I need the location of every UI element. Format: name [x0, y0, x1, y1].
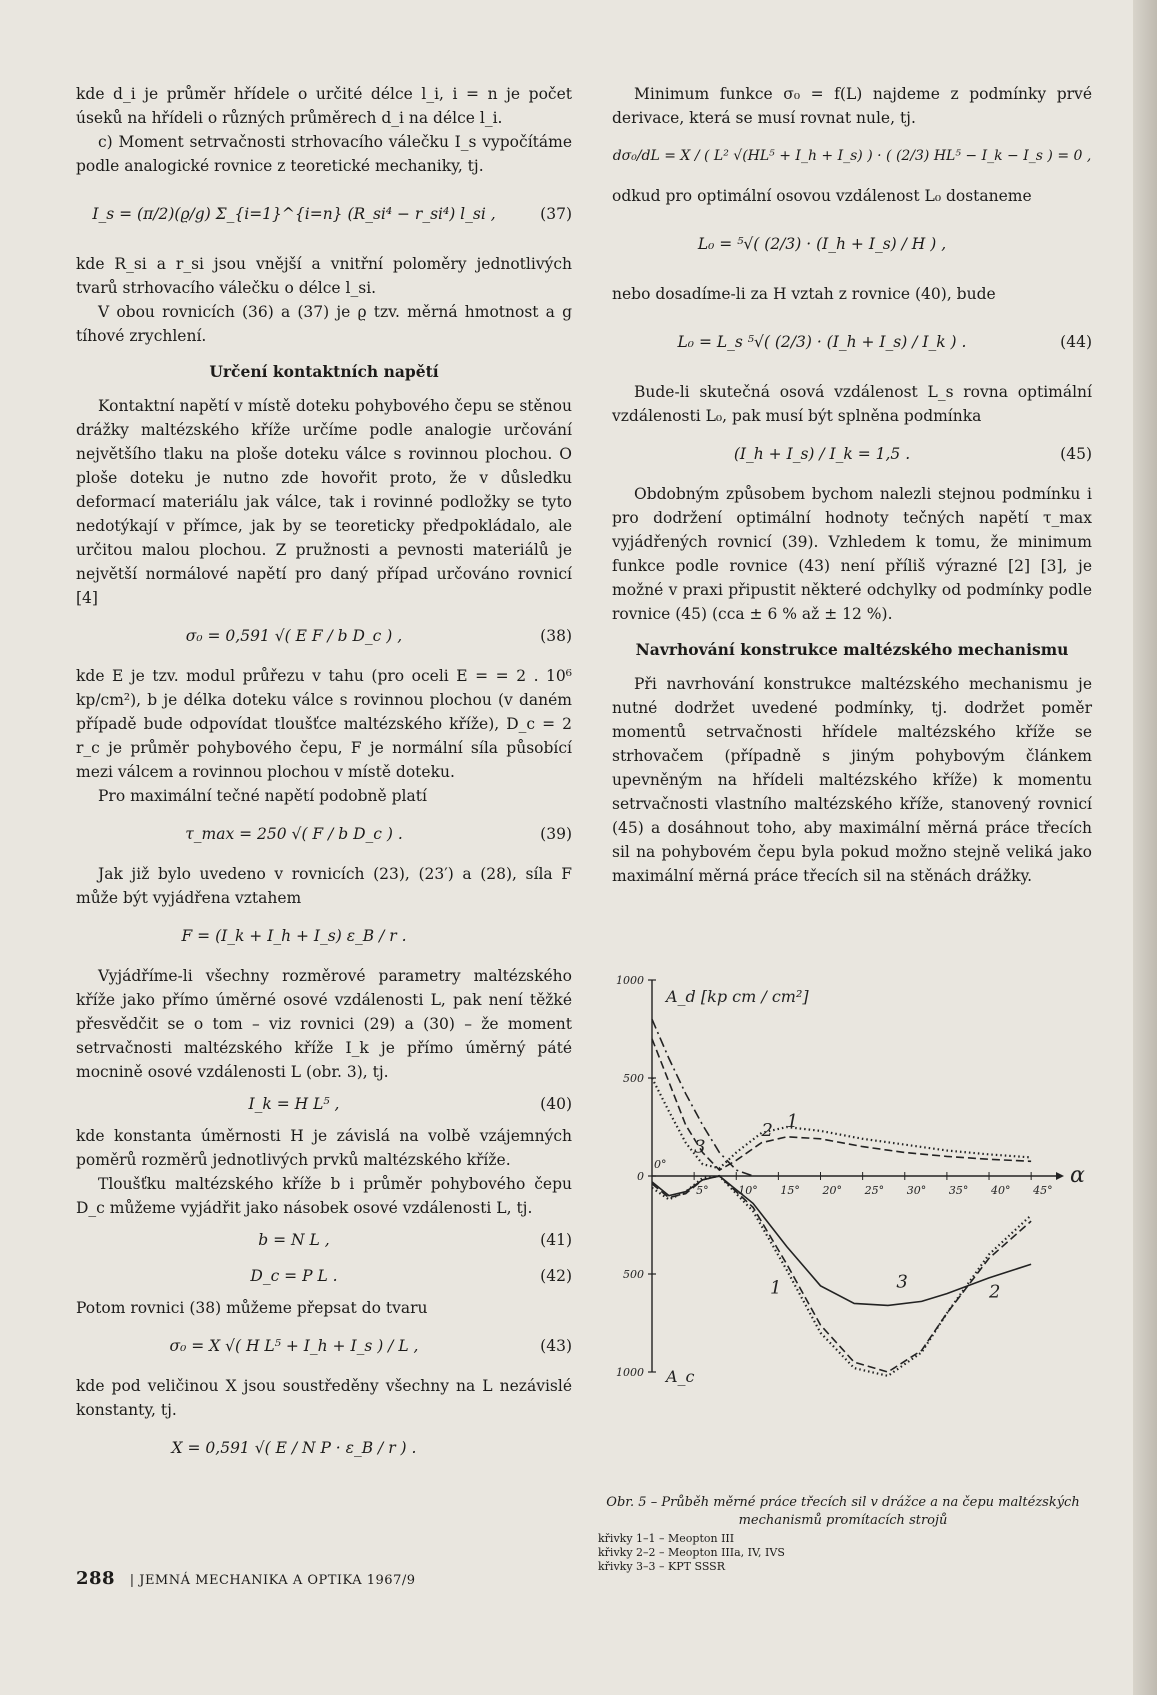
- figure-caption: Obr. 5 – Průběh měrné práce třecích sil v drážce a na čepu maltézských mechanismů promítacích strojů: [606, 1495, 1080, 1528]
- x-tick-label: 10°: [738, 1184, 758, 1197]
- series-line-ac-2: [652, 1176, 1031, 1372]
- y-axis-title-bottom: A_c: [666, 1367, 695, 1386]
- x-tick-label: 15°: [780, 1184, 800, 1197]
- x-axis-arrow: [1056, 1172, 1064, 1180]
- separator: |: [129, 1573, 140, 1588]
- x-axis-label: α: [1070, 1163, 1085, 1188]
- friction-work-chart: [588, 972, 1108, 1492]
- y-tick-label: 1000: [616, 1366, 644, 1379]
- series-label: 1: [769, 1277, 782, 1299]
- x-tick-label: 35°: [948, 1184, 969, 1197]
- equation-number: (39): [540, 825, 572, 843]
- paragraph: Kontaktní napětí v místě doteku pohybového čepu se stěnou drážky maltézského kříže určíme podle analogie určování největšího tlaku na ploše doteku válce s rovinnou plochou. O ploše doteku je nutno zde hovořit proto, že v důsledku deformací materiálu jak válce, tak i rovinné podložky se tyto nedotýkají v přímce, jak by se teoreticky předpokládalo, ale určitou malou plochou. Z pružnosti a pevnosti materiálů je největší normálové napětí pro daný případ určováno rovnicí [4]: [76, 397, 572, 607]
- paragraph: Tloušťku maltézského kříže b i průměr pohybového čepu D_c můžeme vyjádřit jako násobek osové vzdálenosti L, tj.: [76, 1175, 572, 1217]
- paragraph: Jak již bylo uvedeno v rovnicích (23), (23′) a (28), síla F může být vyjádřena vztahem: [76, 865, 572, 907]
- legend-entry: křivky 2–2 – Meopton IIIa, IV, IVS: [598, 1546, 785, 1559]
- y-tick-label: 1000: [616, 974, 644, 987]
- paragraph: kde pod veličinou X jsou soustředěny všechny na L nezávislé konstanty, tj.: [76, 1377, 572, 1419]
- equation-number: (42): [540, 1267, 572, 1285]
- equation-body: L₀ = ⁵√( (2/3) · (I_h + I_s) / H ) ,: [697, 235, 947, 253]
- paragraph: kde d_i je průměr hřídele o určité délce l_i, i = n je počet úseků na hřídeli o různých průměrech d_i na délce l_i.: [76, 85, 572, 127]
- equation-number: (40): [540, 1095, 572, 1113]
- equation-body: σ₀ = X √( H L⁵ + I_h + I_s ) / L ,: [169, 1337, 419, 1355]
- paragraph: V obou rovnicích (36) a (37) je ϱ tzv. měrná hmotnost a g tíhové zrychlení.: [76, 303, 572, 345]
- paragraph: Při navrhování konstrukce maltézského mechanismu je nutné dodržet uvedené podmínky, tj. dodržet poměr momentů setrvačnosti hřídele maltézského kříže se strhovačem (případně s jiným pohybovým článkem upevněným na hřídeli maltézského kříže) k momentu setrvačnosti vlastního maltézského kříže, stanovený rovnicí (45) a dosáhnout toho, aby maximální měrná práce třecích sil na pohybovém čepu byla pokud možno stejně veliká jako maximální měrná práce třecích sil na stěnách drážky.: [612, 675, 1092, 885]
- equation-38: [76, 614, 572, 660]
- y-tick-label: 500: [623, 1268, 644, 1281]
- equation-body: F = (I_k + I_h + I_s) ε_B / r .: [181, 927, 407, 945]
- equation-body: L₀ = L_s ⁵√( (2/3) · (I_h + I_s) / I_k ) .: [677, 333, 967, 351]
- x-tick-label: 30°: [906, 1184, 927, 1197]
- paragraph: kde E je tzv. modul průřezu v tahu (pro oceli E = = 2 . 10⁶ kp/cm²), b je délka doteku válce s rovinnou plochou (v daném případě bude odpovídat tloušťce maltézského kříže), D_c = 2 r_c je průměr pohybového čepu, F je normální síla působící mezi válcem a rovinnou plochou v místě doteku.: [76, 667, 572, 781]
- series-label: 1: [786, 1111, 799, 1132]
- series-label: 2: [989, 1281, 1001, 1303]
- equation-37: [76, 182, 572, 248]
- equation-43: [76, 1324, 572, 1370]
- section-heading: Navrhování konstrukce maltézského mechanismu: [635, 640, 1069, 659]
- series-line-ad-1: [652, 1078, 1031, 1168]
- equation-number: (44): [1060, 333, 1092, 351]
- paragraph: Potom rovnici (38) můžeme přepsat do tvaru: [76, 1299, 428, 1317]
- series-label: 3: [896, 1271, 908, 1293]
- journal-name: JEMNÁ MECHANIKA A OPTIKA 1967/9: [139, 1573, 416, 1588]
- equation-body: dσ₀/dL = X / ( L² √(HL⁵ + I_h + I_s) ) · ( (2/3) HL⁵ − I_k − I_s ) = 0 ,: [612, 148, 1092, 164]
- equation-body: τ_max = 250 √( F / b D_c ) .: [185, 825, 403, 843]
- equation-l0: [612, 212, 1092, 278]
- x-tick-label: 20°: [822, 1184, 843, 1197]
- x-tick-label: 0°: [654, 1158, 667, 1171]
- legend-entry: křivky 3–3 – KPT SSSR: [598, 1560, 725, 1573]
- x-tick-label: 40°: [991, 1184, 1011, 1197]
- paragraph: Obdobným způsobem bychom nalezli stejnou podmínku i pro dodržení optimální hodnoty tečných napětí τ_max vyjádřených rovnicí (39). Vzhledem k tomu, že minimum funkce podle rovnice (43) není příliš výrazné [2] [3], je možné v praxi připustit některé odchylky od podmínky podle rovnice (45) (cca ± 6 % až ± 12 %).: [612, 485, 1092, 623]
- paragraph: Vyjádříme-li všechny rozměrové parametry maltézského kříže jako přímo úměrné osové vzdálenosti L, pak není těžké přesvědčit se o tom – viz rovnici (29) a (30) – že moment setrvačnosti maltézského kříže I_k je přímo úměrný páté mocnině osové vzdálenosti L (obr. 3), tj.: [76, 967, 572, 1081]
- equation-body: I_s = (π/2)(ϱ/g) Σ_{i=1}^{i=n} (R_si⁴ − r_si⁴) l_si ,: [92, 205, 496, 223]
- figure-legend: [598, 1532, 785, 1574]
- equation-x: [76, 1426, 572, 1472]
- equation-derivative: [612, 134, 1092, 180]
- equation-body: (I_h + I_s) / I_k = 1,5 .: [733, 445, 911, 463]
- equation-number: (41): [540, 1231, 572, 1249]
- left-column: [76, 82, 572, 1476]
- equation-40: [76, 1088, 572, 1120]
- series-label: 2: [761, 1119, 773, 1141]
- equation-body: D_c = P L .: [250, 1267, 338, 1285]
- series-label: 3: [694, 1136, 706, 1158]
- equation-39: [76, 812, 572, 858]
- paragraph: Pro maximální tečné napětí podobně platí: [98, 787, 427, 805]
- paragraph: kde R_si a r_si jsou vnější a vnitřní poloměry jednotlivých tvarů strhovacího válečku o délce l_si.: [76, 255, 572, 297]
- paragraph: c) Moment setrvačnosti strhovacího válečku I_s vypočítáme podle analogické rovnice z teoretické mechaniky, tj.: [76, 133, 572, 175]
- y-tick-label: 0: [637, 1170, 644, 1183]
- equation-41: [76, 1224, 572, 1256]
- y-axis-title-top: A_d [kp cm / cm²]: [666, 987, 809, 1006]
- equation-number: (37): [540, 205, 572, 223]
- equation-number: (45): [1060, 445, 1092, 463]
- series-line-ac-1: [652, 1176, 1031, 1376]
- x-tick-label: 25°: [864, 1184, 885, 1197]
- paragraph: Minimum funkce σ₀ = f(L) najdeme z podmínky prvé derivace, která se musí rovnat nule, tj.: [612, 85, 1092, 127]
- legend-entry: křivky 1–1 – Meopton III: [598, 1532, 735, 1545]
- x-tick-label: 45°: [1033, 1184, 1053, 1197]
- section-heading: Určení kontaktních napětí: [209, 362, 439, 381]
- equation-body: b = N L ,: [258, 1231, 330, 1249]
- right-column: [612, 82, 1092, 888]
- equation-45: [612, 432, 1092, 478]
- equation-number: (38): [540, 627, 572, 645]
- paragraph: odkud pro optimální osovou vzdálenost L₀ dostaneme: [612, 187, 1032, 205]
- page-number: 288: [76, 1568, 116, 1589]
- equation-force: [76, 914, 572, 960]
- equation-42: [76, 1260, 572, 1292]
- equation-44: [612, 310, 1092, 376]
- equation-body: X = 0,591 √( E / N P · ε_B / r ) .: [171, 1439, 417, 1457]
- page-edge-shadow: [1133, 0, 1157, 1695]
- equation-body: σ₀ = 0,591 √( E F / b D_c ) ,: [185, 627, 403, 645]
- equation-body: I_k = H L⁵ ,: [248, 1095, 340, 1113]
- page-footer: [76, 1568, 416, 1589]
- paragraph: nebo dosadíme-li za H vztah z rovnice (40), bude: [612, 285, 996, 303]
- equation-number: (43): [540, 1337, 572, 1355]
- series-line-ad-2: [652, 1039, 1031, 1170]
- x-tick-label: 5°: [696, 1184, 709, 1197]
- paragraph: Bude-li skutečná osová vzdálenost L_s rovna optimální vzdálenosti L₀, pak musí být splněna podmínka: [612, 383, 1092, 425]
- paragraph: kde konstanta úměrnosti H je závislá na volbě vzájemných poměrů rozměrů jednotlivých prvků maltézského kříže.: [76, 1127, 572, 1169]
- y-tick-label: 500: [623, 1072, 644, 1085]
